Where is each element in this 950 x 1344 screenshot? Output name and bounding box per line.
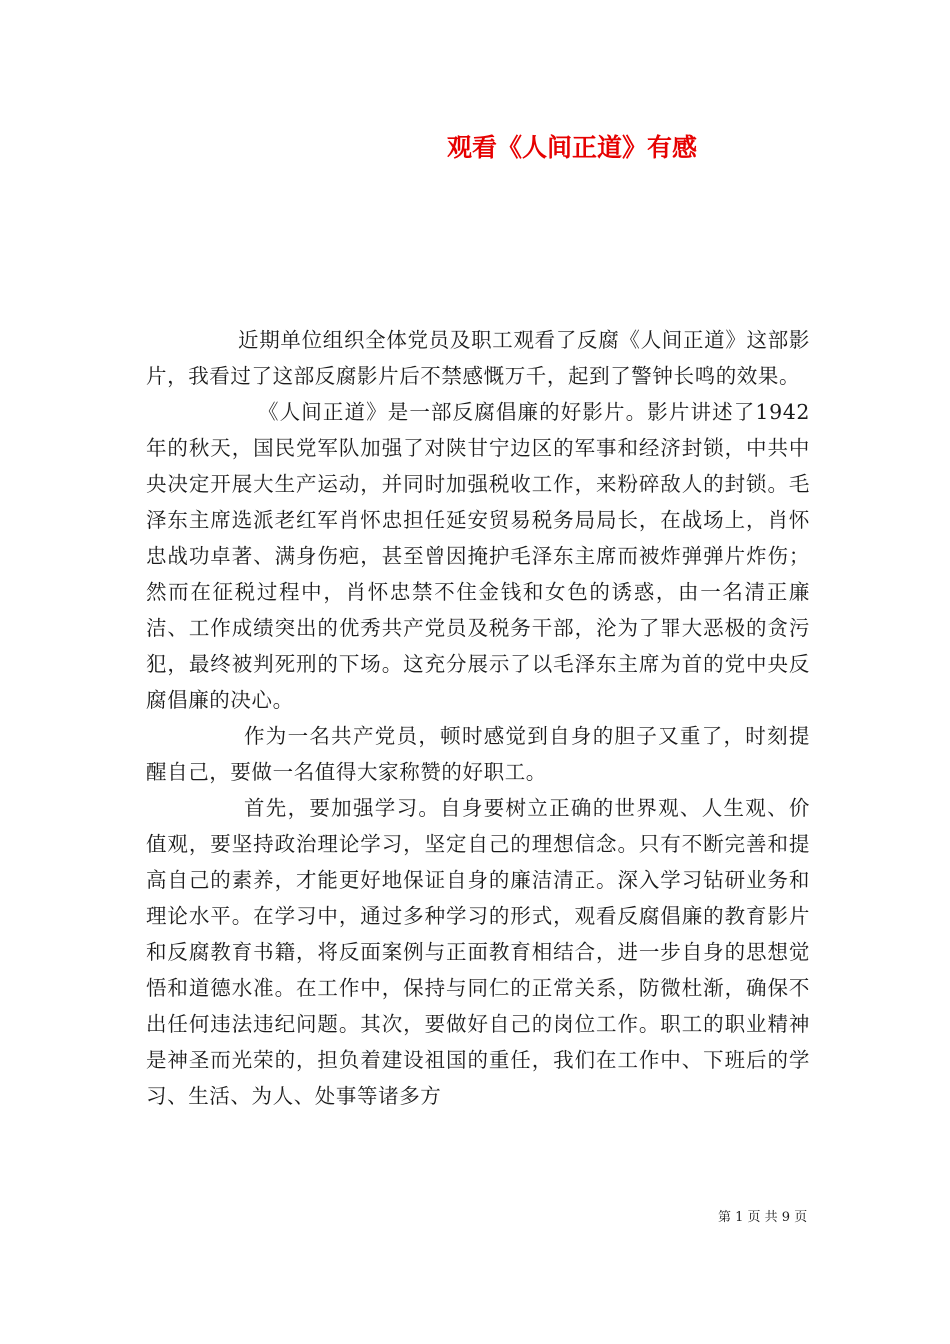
page-number-footer: 第 1 页 共 9 页 <box>718 1210 808 1225</box>
paragraph-4: 首先，要加强学习。自身要树立正确的世界观、人生观、价值观，要坚持政治理论学习，坚定自己的理想信念。只有不断完善和提高自己的素养，才能更好地保证自身的廉洁清正。深入学习钻研业务和理论水平。在学习中，通过多种学习的形式，观看反腐倡廉的教育影片和反腐教育书籍，将反面案例与正面教育相结合，进一步自身的思想觉悟和道德水准。在工作中，保持与同仁的正常关系，防微杜渐，确保不出任何违法违纪问题。其次，要做好自己的岗位工作。职工的职业精神是神圣而光荣的，担负着建设祖国的重任，我们在工作中、下班后的学习、生活、为人、处事等诸多方 <box>146 796 810 1108</box>
paragraph-2: 《人间正道》是一部反腐倡廉的好影片。影片讲述了1942年的秋天，国民党军队加强了对陕甘宁边区的军事和经济封锁，中共中央决定开展大生产运动，并同时加强税收工作，来粉碎敌人的封锁。毛泽东主席选派老红军肖怀忠担任延安贸易税务局局长，在战场上，肖怀忠战功卓著、满身伤疤，甚至曾因掩护毛泽东主席而被炸弹弹片炸伤；然而在征税过程中，肖怀忠禁不住金钱和女色的诱惑，由一名清正廉洁、工作成绩突出的优秀共产党员及税务干部，沦为了罪大恶极的贪污犯，最终被判死刑的下场。这充分展示了以毛泽东主席为首的党中央反腐倡廉的决心。 <box>146 400 810 712</box>
document-body <box>146 322 810 1114</box>
document-title: 观看《人间正道》有感 <box>447 133 698 162</box>
paragraph-3: 作为一名共产党员，顿时感觉到自身的胆子又重了，时刻提醒自己，要做一名值得大家称赞的好职工。 <box>146 724 810 784</box>
paragraph-1: 近期单位组织全体党员及职工观看了反腐《人间正道》这部影片，我看过了这部反腐影片后不禁感慨万千，起到了警钟长鸣的效果。 <box>146 328 810 388</box>
